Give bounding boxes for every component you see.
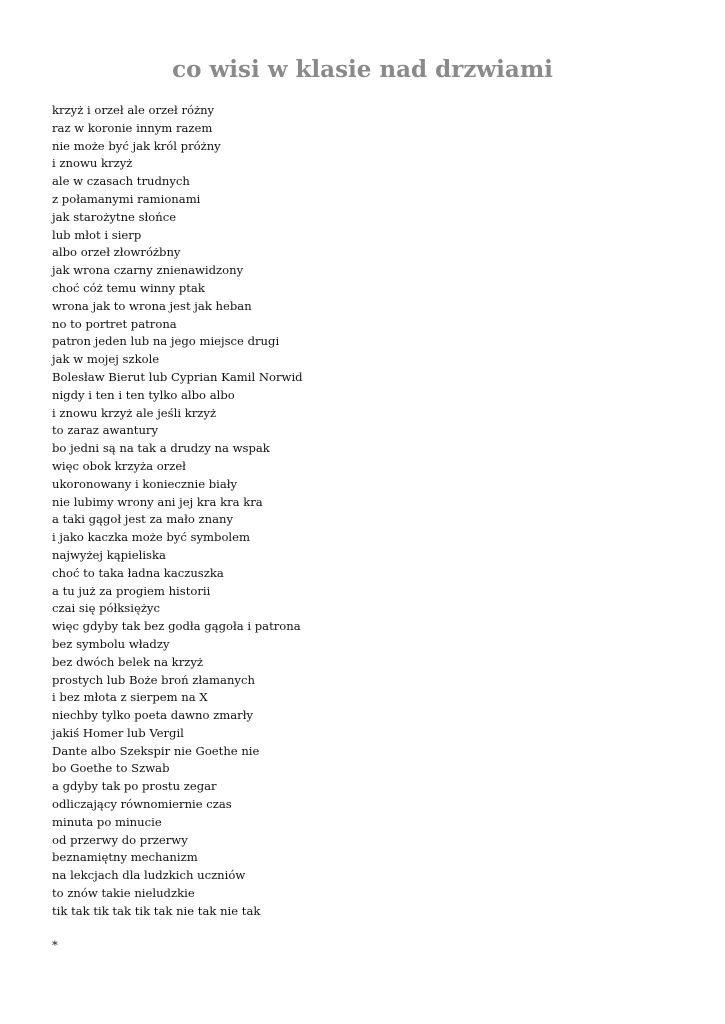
poem-line: ale w czasach trudnych: [52, 174, 190, 189]
poem-line: Dante albo Szekspir nie Goethe nie: [52, 743, 260, 758]
poem-line: prostych lub Boże broń złamanych: [52, 672, 255, 687]
poem-line: i znowu krzyż ale jeśli krzyż: [52, 405, 217, 420]
poem-line: więc obok krzyża orzeł: [52, 458, 186, 473]
poem-line: nigdy i ten i ten tylko albo albo: [52, 387, 235, 402]
poem-title: co wisi w klasie nad drzwiami: [172, 56, 553, 83]
poem-line: bo jedni są na tak a drudzy na wspak: [52, 441, 270, 456]
poem-line: albo orzeł złowróżbny: [52, 245, 181, 260]
poem-line: najwyżej kąpieliska: [52, 547, 166, 562]
poem-line: odliczający równomiernie czas: [52, 797, 232, 812]
poem-line: a gdyby tak po prostu zegar: [52, 779, 217, 794]
poem-line: no to portret patrona: [52, 316, 177, 331]
poem-line: nie może być jak król próżny: [52, 138, 221, 153]
poem-line: jak w mojej szkole: [52, 352, 160, 367]
poem-line: lub młot i sierp: [52, 227, 142, 242]
poem-line: i jako kaczka może być symbolem: [52, 530, 250, 545]
poem-line: raz w koronie innym razem: [52, 120, 213, 135]
poem-line: jak wrona czarny znienawidzony: [52, 263, 244, 278]
poem-line: patron jeden lub na jego miejsce drugi: [52, 334, 280, 349]
poem-line: od przerwy do przerwy: [52, 832, 188, 847]
poem-line: Bolesław Bierut lub Cyprian Kamil Norwid: [52, 369, 303, 384]
poem-line: bez dwóch belek na krzyż: [52, 654, 204, 669]
poem-line: nie lubimy wrony ani jej kra kra kra: [52, 494, 263, 509]
poem-line: na lekcjach dla ludzkich uczniów: [52, 868, 246, 883]
poem-line: jak starożytne słońce: [52, 209, 177, 224]
poem-line: tik tak tik tak tik tak nie tak nie tak: [52, 903, 261, 918]
poem-body: [52, 102, 692, 921]
poem-line: a taki gągoł jest za mało znany: [52, 512, 234, 527]
poem-line: i znowu krzyż: [52, 156, 133, 171]
poem-line: i bez młota z sierpem na X: [52, 690, 208, 705]
poem-line: beznamiętny mechanizm: [52, 850, 198, 865]
poem-line: czai się półksiężyc: [52, 601, 160, 616]
poem-line: więc gdyby tak bez godła gągoła i patrona: [52, 619, 301, 634]
poem-line: choć to taka ładna kaczuszka: [52, 565, 224, 580]
poem-line: to zaraz awantury: [52, 423, 159, 438]
poem-line: a tu już za progiem historii: [52, 583, 211, 598]
poem-line: wrona jak to wrona jest jak heban: [52, 298, 252, 313]
poem-line: bez symbolu władzy: [52, 636, 170, 651]
poem-line: bo Goethe to Szwab: [52, 761, 170, 776]
poem-line: minuta po minucie: [52, 814, 162, 829]
poem-line: jakiś Homer lub Vergil: [52, 725, 184, 740]
poem-line: krzyż i orzeł ale orzeł różny: [52, 103, 215, 117]
poem-line: niechby tylko poeta dawno zmarły: [52, 708, 254, 723]
poem-line: to znów takie nieludzkie: [52, 886, 195, 901]
poem-line: ukoronowany i koniecznie biały: [52, 476, 238, 491]
poem-line: choć cóż temu winny ptak: [52, 280, 205, 295]
poem-line: z połamanymi ramionami: [52, 191, 201, 206]
end-asterisk: *: [52, 938, 58, 952]
